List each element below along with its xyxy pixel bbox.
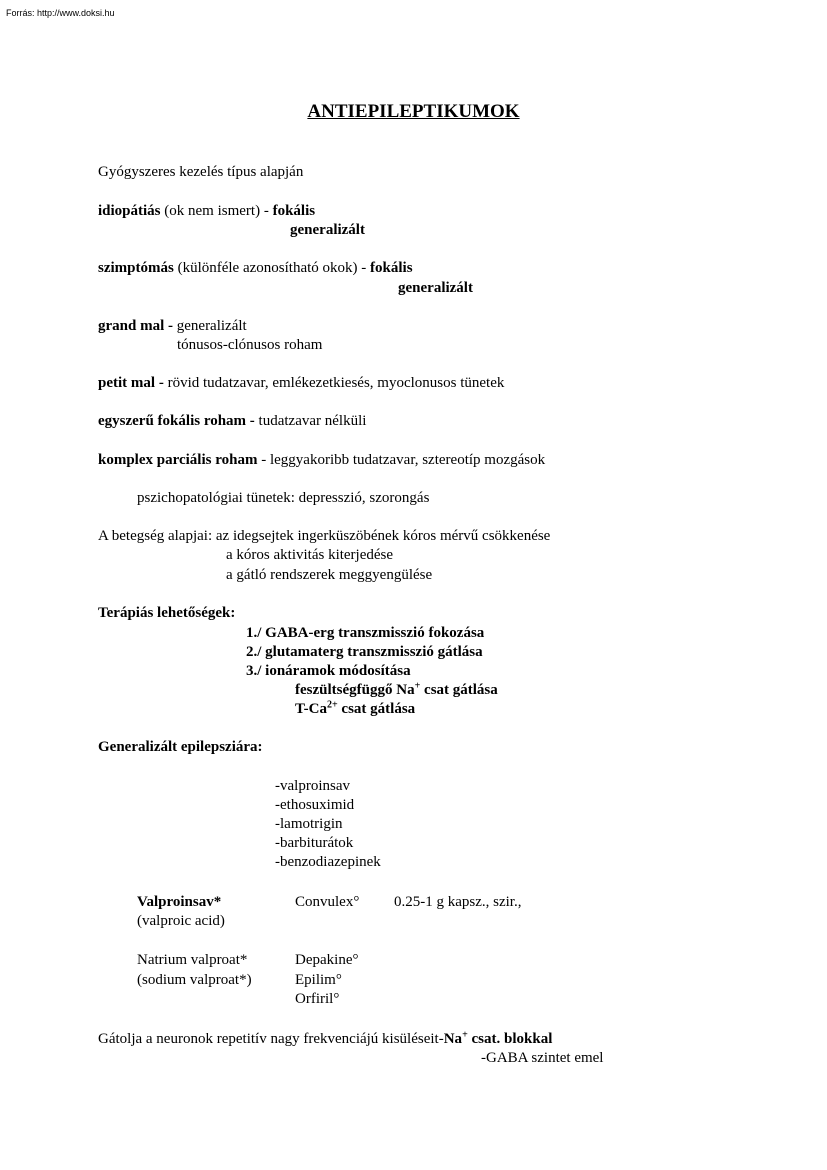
idiopathic-line [98, 202, 315, 221]
therapy-sub2: $T-Ca^{2+}$ csat gátlása [295, 699, 416, 717]
petit-mal-desc: rövid tudatzavar, emlékezetkiesés, myoclonusos tünetek [167, 375, 505, 391]
therapy-item1: 1./ GABA-erg transzmisszió fokozása [246, 625, 485, 641]
drug-list-item: -valproinsav [275, 778, 350, 794]
petit-mal-line [98, 374, 504, 393]
basis-line3: a gátló rendszerek meggyengülése [226, 567, 433, 583]
source-note: Forrás: http://www.doksi.hu [6, 8, 115, 18]
drug-list-item: -ethosuximid [275, 797, 355, 813]
drug-list-item: -barbiturátok [275, 835, 354, 851]
simple-focal-line [98, 412, 366, 431]
idiopathic-type1: fokális [272, 203, 316, 219]
complex-partial-term: komplex parciális roham [98, 452, 258, 468]
symptomatic-type2: generalizált [398, 280, 473, 296]
idiopathic-type2: generalizált [290, 222, 365, 238]
symptomatic-line [98, 259, 413, 278]
symptomatic-paren: (különféle azonosítható okok) - [173, 260, 371, 276]
drug-list-item: -lamotrigin [275, 816, 343, 832]
therapy-item2: 2./ glutamaterg transzmisszió gátlása [246, 644, 483, 660]
valproinsav-latin: (valproic acid) [137, 913, 225, 929]
idiopathic-term: idiopátiás [98, 203, 161, 219]
therapy-heading: Terápiás lehetőségek: [98, 605, 236, 621]
natrium-brand: Epilim° [295, 972, 342, 988]
generalized-heading: Generalizált epilepsziára: [98, 739, 263, 755]
grand-mal-line [98, 317, 247, 336]
complex-partial-desc: - leggyakoribb tudatzavar, sztereotíp mozgások [257, 452, 546, 468]
natrium-brand: Depakine° [295, 952, 359, 968]
valproinsav-dose: 0.25-1 g kapsz., szir., [394, 894, 522, 910]
mechanism-line1: Gátolja a neuronok repetitív nagy frekvenciájú kisüléseit-Na+ csat. blokkal [98, 1029, 553, 1047]
grand-mal-term: grand mal - [98, 318, 177, 334]
grand-mal-desc1: generalizált [176, 318, 247, 334]
petit-mal-term: petit mal - [98, 375, 168, 391]
drug-list-item: -benzodiazepinek [275, 854, 381, 870]
page-title: ANTIEPILEPTIKUMOK [307, 101, 520, 122]
symptomatic-term: szimptómás [98, 260, 174, 276]
simple-focal-desc: tudatzavar nélküli [258, 413, 367, 429]
intro-text: Gyógyszeres kezelés típus alapján [98, 164, 304, 180]
basis-line2: a kóros aktivitás kiterjedése [226, 547, 394, 563]
mechanism-line2: -GABA szintet emel [481, 1050, 604, 1066]
complex-partial-line [98, 451, 545, 470]
valproinsav-brand: Convulex° [295, 894, 360, 910]
simple-focal-term: egyszerű fokális roham - [98, 413, 259, 429]
psycho-text: pszichopatológiai tünetek: depresszió, szorongás [137, 490, 430, 506]
basis-line1: A betegség alapjai: az idegsejtek ingerküszöbének kóros mérvű csökkenése [98, 528, 551, 544]
natrium-brand: Orfiril° [295, 991, 340, 1007]
grand-mal-desc2: tónusos-clónusos roham [177, 337, 323, 353]
symptomatic-type1: fokális [370, 260, 413, 276]
valproinsav-name: Valproinsav* [137, 894, 222, 910]
natrium-latin: (sodium valproat*) [137, 972, 252, 988]
natrium-name: Natrium valproat* [137, 952, 248, 968]
therapy-item3: 3./ ionáramok módosítása [246, 663, 411, 679]
therapy-sub1: feszültségfüggő Na+ csat gátlása [295, 680, 498, 698]
idiopathic-paren: (ok nem ismert) - [160, 203, 273, 219]
